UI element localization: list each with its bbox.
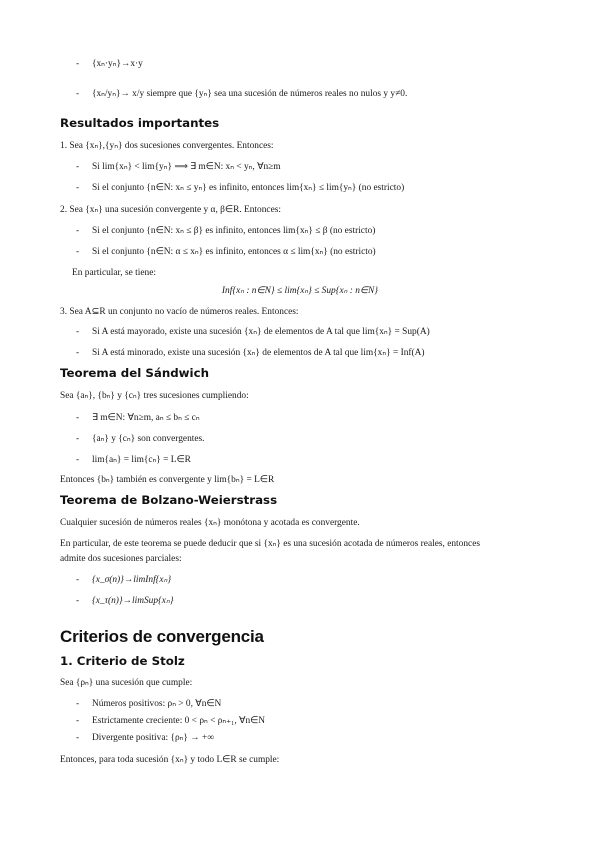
bullet-dash: - bbox=[76, 716, 80, 726]
bolzano-particular: En particular, de este teorema se puede deducir que si {xₙ} es una sucesión acotada de números reales, entonces bbox=[60, 539, 481, 549]
stolz-cond-3: Divergente positiva: {ρₙ} → +∞ bbox=[92, 733, 214, 743]
bullet-dash: - bbox=[76, 575, 80, 585]
bullet-dash: - bbox=[76, 162, 80, 172]
sandwich-intro: Sea {aₙ}, {bₙ} y {cₙ} tres sucesiones cumpliendo: bbox=[60, 391, 249, 401]
quotient-formula: {xₙ/yₙ}→ x/y bbox=[92, 89, 145, 99]
bullet-dash: - bbox=[76, 699, 80, 709]
result-2b: Si el conjunto {n∈N: α ≤ xₙ} es infinito, entonces α ≤ lim{xₙ} (no estricto) bbox=[92, 247, 376, 257]
result-3a: Si A está mayorado, existe una sucesión {xₙ} de elementos de A tal que lim{xₙ} = Sup(A) bbox=[92, 327, 430, 337]
sandwich-cond-1: ∃ m∈N: ∀n≥m, aₙ ≤ bₙ ≤ cₙ bbox=[92, 413, 200, 423]
sandwich-cond-3: lim{aₙ} = lim{cₙ} = L∈R bbox=[92, 455, 191, 465]
result-3: 3. Sea A⊆R un conjunto no vacío de números reales. Entonces: bbox=[60, 307, 299, 317]
result-1b: Si el conjunto {n∈N: xₙ ≤ yₙ} es infinito, entonces lim{xₙ} ≤ lim{yₙ} (no estricto) bbox=[92, 183, 405, 193]
stolz-cond-1: Números positivos: ρₙ > 0, ∀n∈N bbox=[92, 699, 222, 709]
particular-note: En particular, se tiene: bbox=[72, 268, 156, 278]
bullet-dash: - bbox=[76, 434, 80, 444]
quotient-limit bbox=[92, 88, 407, 100]
quotient-condition: siempre que {yₙ} sea una sucesión de números reales no nulos y y≠0. bbox=[144, 89, 408, 99]
result-1a: Si lim{xₙ} < lim{yₙ} ⟹ ∃ m∈N: xₙ < yₙ, ∀n≥m bbox=[92, 162, 281, 172]
sandwich-conclusion: Entonces {bₙ} también es convergente y lim{bₙ} = L∈R bbox=[60, 475, 275, 485]
bullet-dash: - bbox=[76, 348, 80, 358]
result-2a: Si el conjunto {n∈N: xₙ ≤ β} es infinito, entonces lim{xₙ} ≤ β (no estricto) bbox=[92, 226, 376, 236]
bullet-dash: - bbox=[76, 733, 80, 743]
result-3b: Si A está minorado, existe una sucesión {xₙ} de elementos de A tal que lim{xₙ} = Inf(A) bbox=[92, 348, 425, 358]
bolzano-statement: Cualquier sucesión de números reales {xₙ} monótona y acotada es convergente. bbox=[60, 518, 360, 528]
bullet-dash: - bbox=[76, 183, 80, 193]
stolz-cond-2: Estrictamente creciente: 0 < ρₙ < ρₙ₊₁, ∀n∈N bbox=[92, 716, 266, 726]
section-heading-sandwich: Teorema del Sándwich bbox=[60, 366, 209, 380]
subsection-heading-stolz: 1. Criterio de Stolz bbox=[60, 654, 185, 668]
bullet-dash: - bbox=[76, 327, 80, 337]
liminf-subsequence: {x_σ(n)}→limInf{xₙ} bbox=[92, 575, 172, 585]
stolz-conclusion: Entonces, para toda sucesión {xₙ} y todo L∈R se cumple: bbox=[60, 755, 280, 765]
stolz-intro: Sea {ρₙ} una sucesión que cumple: bbox=[60, 678, 193, 688]
bolzano-particular-cont: admite dos sucesiones parciales: bbox=[60, 554, 182, 564]
section-heading-resultados: Resultados importantes bbox=[60, 116, 220, 130]
limsup-subsequence: {x_τ(n)}→limSup{xₙ} bbox=[92, 596, 174, 606]
bullet-dash: - bbox=[76, 226, 80, 236]
bullet-dash: - bbox=[76, 59, 80, 69]
bullet-dash: - bbox=[76, 596, 80, 606]
bullet-dash: - bbox=[76, 455, 80, 465]
chapter-title: Criterios de convergencia bbox=[60, 627, 264, 646]
bullet-dash: - bbox=[76, 413, 80, 423]
product-limit: {xₙ·yₙ}→x·y bbox=[92, 59, 143, 69]
result-2: 2. Sea {xₙ} una sucesión convergente y α, β∈R. Entonces: bbox=[60, 205, 281, 215]
section-heading-bolzano: Teorema de Bolzano-Weierstrass bbox=[60, 493, 278, 507]
bullet-dash: - bbox=[76, 89, 80, 99]
bullet-dash: - bbox=[76, 247, 80, 257]
result-1: 1. Sea {xₙ},{yₙ} dos sucesiones convergentes. Entonces: bbox=[60, 141, 274, 151]
inf-sup-formula: Inf{xₙ : n∈N} ≤ lim{xₙ} ≤ Sup{xₙ : n∈N} bbox=[221, 286, 379, 296]
sandwich-cond-2: {aₙ} y {cₙ} son convergentes. bbox=[92, 434, 205, 444]
